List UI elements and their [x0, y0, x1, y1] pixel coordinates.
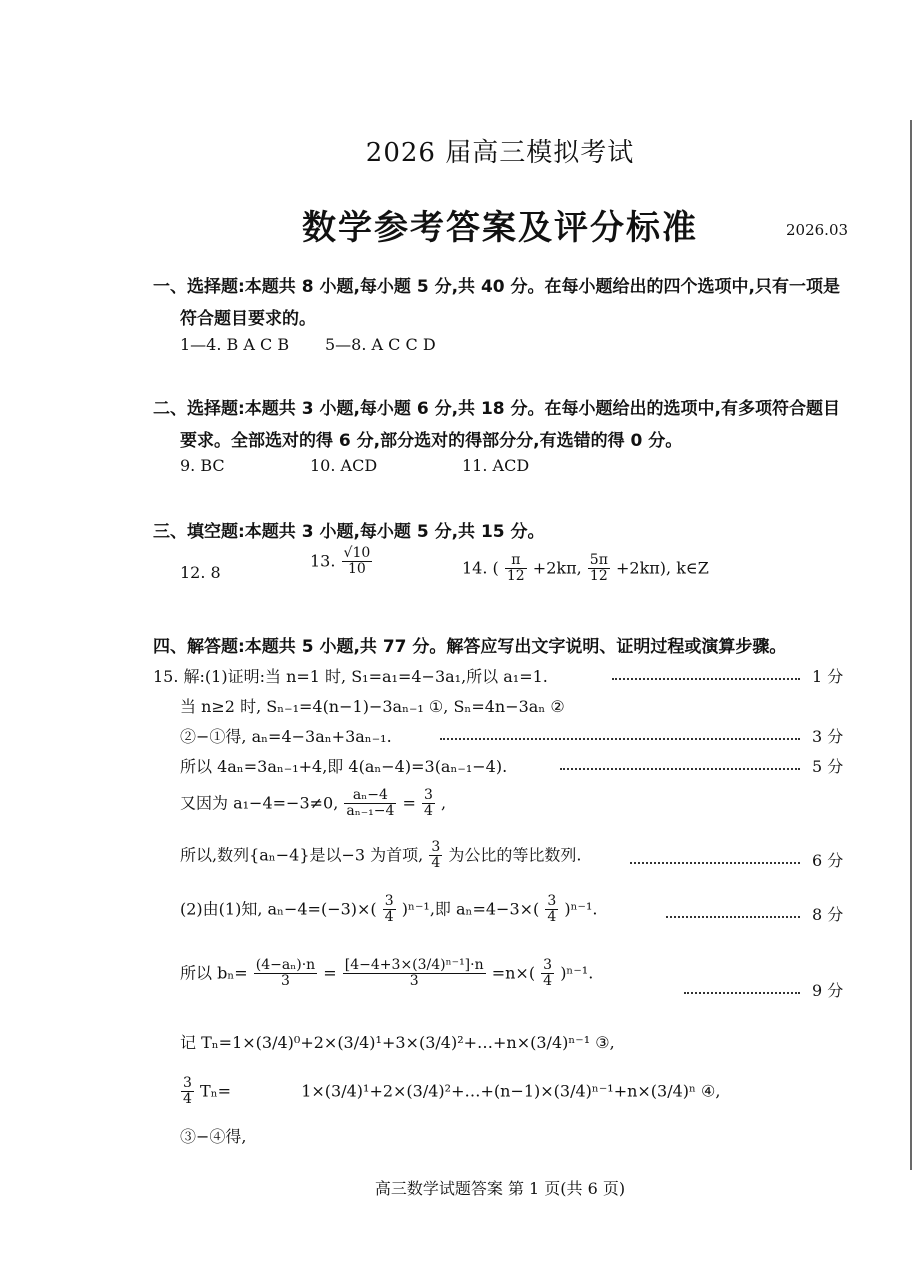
line-text: )ⁿ⁻¹,即 aₙ=4−3×(: [401, 899, 540, 919]
q15-line-4: 所以 4aₙ=3aₙ₋₁+4,即 4(aₙ−4)=3(aₙ₋₁−4).: [180, 757, 508, 776]
line-text: (2)由(1)知, aₙ−4=(−3)×(: [180, 899, 377, 919]
line-text: 又因为 a₁−4=−3≠0,: [180, 793, 339, 813]
fraction-denominator: 4: [431, 855, 441, 872]
equals-sign: =: [323, 963, 337, 983]
answer-11: 11. ACD: [462, 456, 530, 475]
fraction-denominator: 12: [506, 568, 525, 585]
fraction: [181, 1076, 194, 1108]
fraction-denominator: 10: [348, 561, 366, 578]
ratio-value-fraction: [422, 788, 435, 820]
fraction-numerator: [4−4+3×(3/4)ⁿ⁻¹]·n: [344, 957, 484, 973]
q15-line-3: ②−①得, aₙ=4−3aₙ+3aₙ₋₁.: [180, 727, 392, 746]
answer-13: [310, 546, 373, 578]
common-ratio-fraction: [429, 840, 442, 872]
answer-14: [462, 553, 709, 585]
answers-5-8: 5—8. A C C D: [325, 335, 436, 354]
fraction-numerator: (4−aₙ)·n: [255, 957, 316, 973]
q15-line-9: 记 Tₙ=1×(3/4)⁰+2×(3/4)¹+3×(3/4)²+…+n×(3/4)ⁿ⁻¹ ③,: [180, 1033, 615, 1052]
fraction-denominator: 4: [543, 973, 553, 990]
fraction-denominator: 3: [409, 973, 419, 990]
score-mark: 3 分: [812, 727, 844, 746]
line-text: 所以 bₙ=: [180, 963, 248, 983]
answer-12: 12. 8: [180, 563, 221, 582]
fraction-denominator: 4: [384, 909, 394, 926]
line-end: ,: [441, 793, 447, 813]
answer-14-suffix: +2kπ), k∈Z: [615, 558, 709, 578]
fraction-denominator: 4: [183, 1091, 192, 1108]
q15-line-6: [180, 840, 581, 872]
section3-heading: 三、填空题:本题共 3 小题,每小题 5 分,共 15 分。: [153, 522, 545, 542]
answer-14-fraction-2: [588, 553, 610, 585]
line-text: Tₙ=: [200, 1081, 232, 1101]
answer-9: 9. BC: [180, 456, 225, 475]
ratio-fraction: [344, 788, 396, 820]
score-mark: 8 分: [812, 905, 844, 924]
q15-line-7: [180, 894, 598, 926]
answer-14-prefix: 14. (: [462, 558, 499, 578]
line-text: =n×(: [491, 963, 536, 983]
q15-line-1: 15. 解:(1)证明:当 n=1 时, S₁=a₁=4−3a₁,所以 a₁=1.: [153, 667, 548, 686]
line-text: 为公比的等比数列.: [448, 845, 582, 865]
page-footer: 高三数学试题答案 第 1 页(共 6 页): [374, 1179, 626, 1198]
fraction-denominator: 12: [589, 568, 608, 585]
q15-line-10: [180, 1076, 720, 1108]
q15-line-8: [180, 958, 593, 990]
fraction: [254, 958, 317, 990]
exam-date: 2026.03: [786, 221, 849, 239]
section4-heading: 四、解答题:本题共 5 小题,共 77 分。解答应写出文字说明、证明过程或演算步骤。: [153, 637, 787, 657]
fraction-denominator: 4: [424, 803, 433, 820]
fraction-denominator: 3: [281, 973, 290, 990]
fraction-numerator: √10: [343, 545, 371, 561]
equals-sign: =: [402, 793, 416, 813]
section2-heading: 二、选择题:本题共 3 小题,每小题 6 分,共 18 分。在每小题给出的选项中,有多项符合题目: [153, 399, 840, 419]
dot-leader: [612, 678, 800, 680]
fraction-numerator: π: [505, 553, 527, 569]
q15-line-5: [180, 788, 446, 820]
exam-title: 2026 届高三模拟考试: [365, 138, 635, 168]
fraction-numerator: 5π: [589, 552, 608, 568]
fraction: [541, 958, 554, 990]
answer-13-label: 13.: [310, 551, 336, 571]
fraction-denominator: 4: [547, 909, 557, 926]
section1-heading: 一、选择题:本题共 8 小题,每小题 5 分,共 40 分。在每小题给出的四个选项中,只有一项是: [153, 277, 840, 297]
line-text: 1×(3/4)¹+2×(3/4)²+…+(n−1)×(3/4)ⁿ⁻¹+n×(3/4)ⁿ ④,: [301, 1081, 721, 1101]
line-text: )ⁿ⁻¹.: [564, 899, 598, 919]
dot-leader: [560, 768, 800, 770]
fraction-numerator: 3: [543, 957, 553, 973]
fraction: [343, 958, 486, 990]
fraction-numerator: 3: [547, 893, 557, 909]
fraction-numerator: 3: [431, 839, 441, 855]
answer-13-fraction: [342, 546, 373, 578]
fraction-denominator: aₙ₋₁−4: [346, 803, 395, 820]
page-title: 数学参考答案及评分标准: [302, 208, 698, 248]
line-text: 所以,数列{aₙ−4}是以−3 为首项,: [180, 845, 424, 865]
answer-14-fraction-1: [505, 553, 527, 585]
page-edge-line: [910, 120, 912, 1170]
answers-1-4: 1—4. B A C B: [180, 335, 290, 354]
fraction-numerator: 3: [424, 787, 433, 803]
dot-leader: [684, 992, 800, 994]
answer-14-mid: +2kπ,: [532, 558, 582, 578]
score-mark: 9 分: [812, 981, 844, 1000]
q15-line-11: ③−④得,: [180, 1127, 247, 1146]
score-mark: 5 分: [812, 757, 844, 776]
fraction-numerator: aₙ−4: [344, 788, 396, 804]
fraction: [383, 894, 396, 926]
fraction-numerator: 3: [183, 1075, 192, 1091]
fraction: [545, 894, 558, 926]
score-mark: 6 分: [812, 851, 844, 870]
dot-leader: [440, 738, 800, 740]
dot-leader: [666, 916, 800, 918]
dot-leader: [630, 862, 800, 864]
score-mark: 1 分: [812, 667, 844, 686]
fraction-numerator: 3: [384, 893, 394, 909]
line-text: )ⁿ⁻¹.: [560, 963, 594, 983]
q15-line-2: 当 n≥2 时, Sₙ₋₁=4(n−1)−3aₙ₋₁ ①, Sₙ=4n−3aₙ ②: [180, 697, 565, 716]
answer-10: 10. ACD: [310, 456, 378, 475]
section2-heading-cont: 要求。全部选对的得 6 分,部分选对的得部分分,有选错的得 0 分。: [180, 431, 683, 451]
section1-heading-cont: 符合题目要求的。: [180, 309, 316, 329]
